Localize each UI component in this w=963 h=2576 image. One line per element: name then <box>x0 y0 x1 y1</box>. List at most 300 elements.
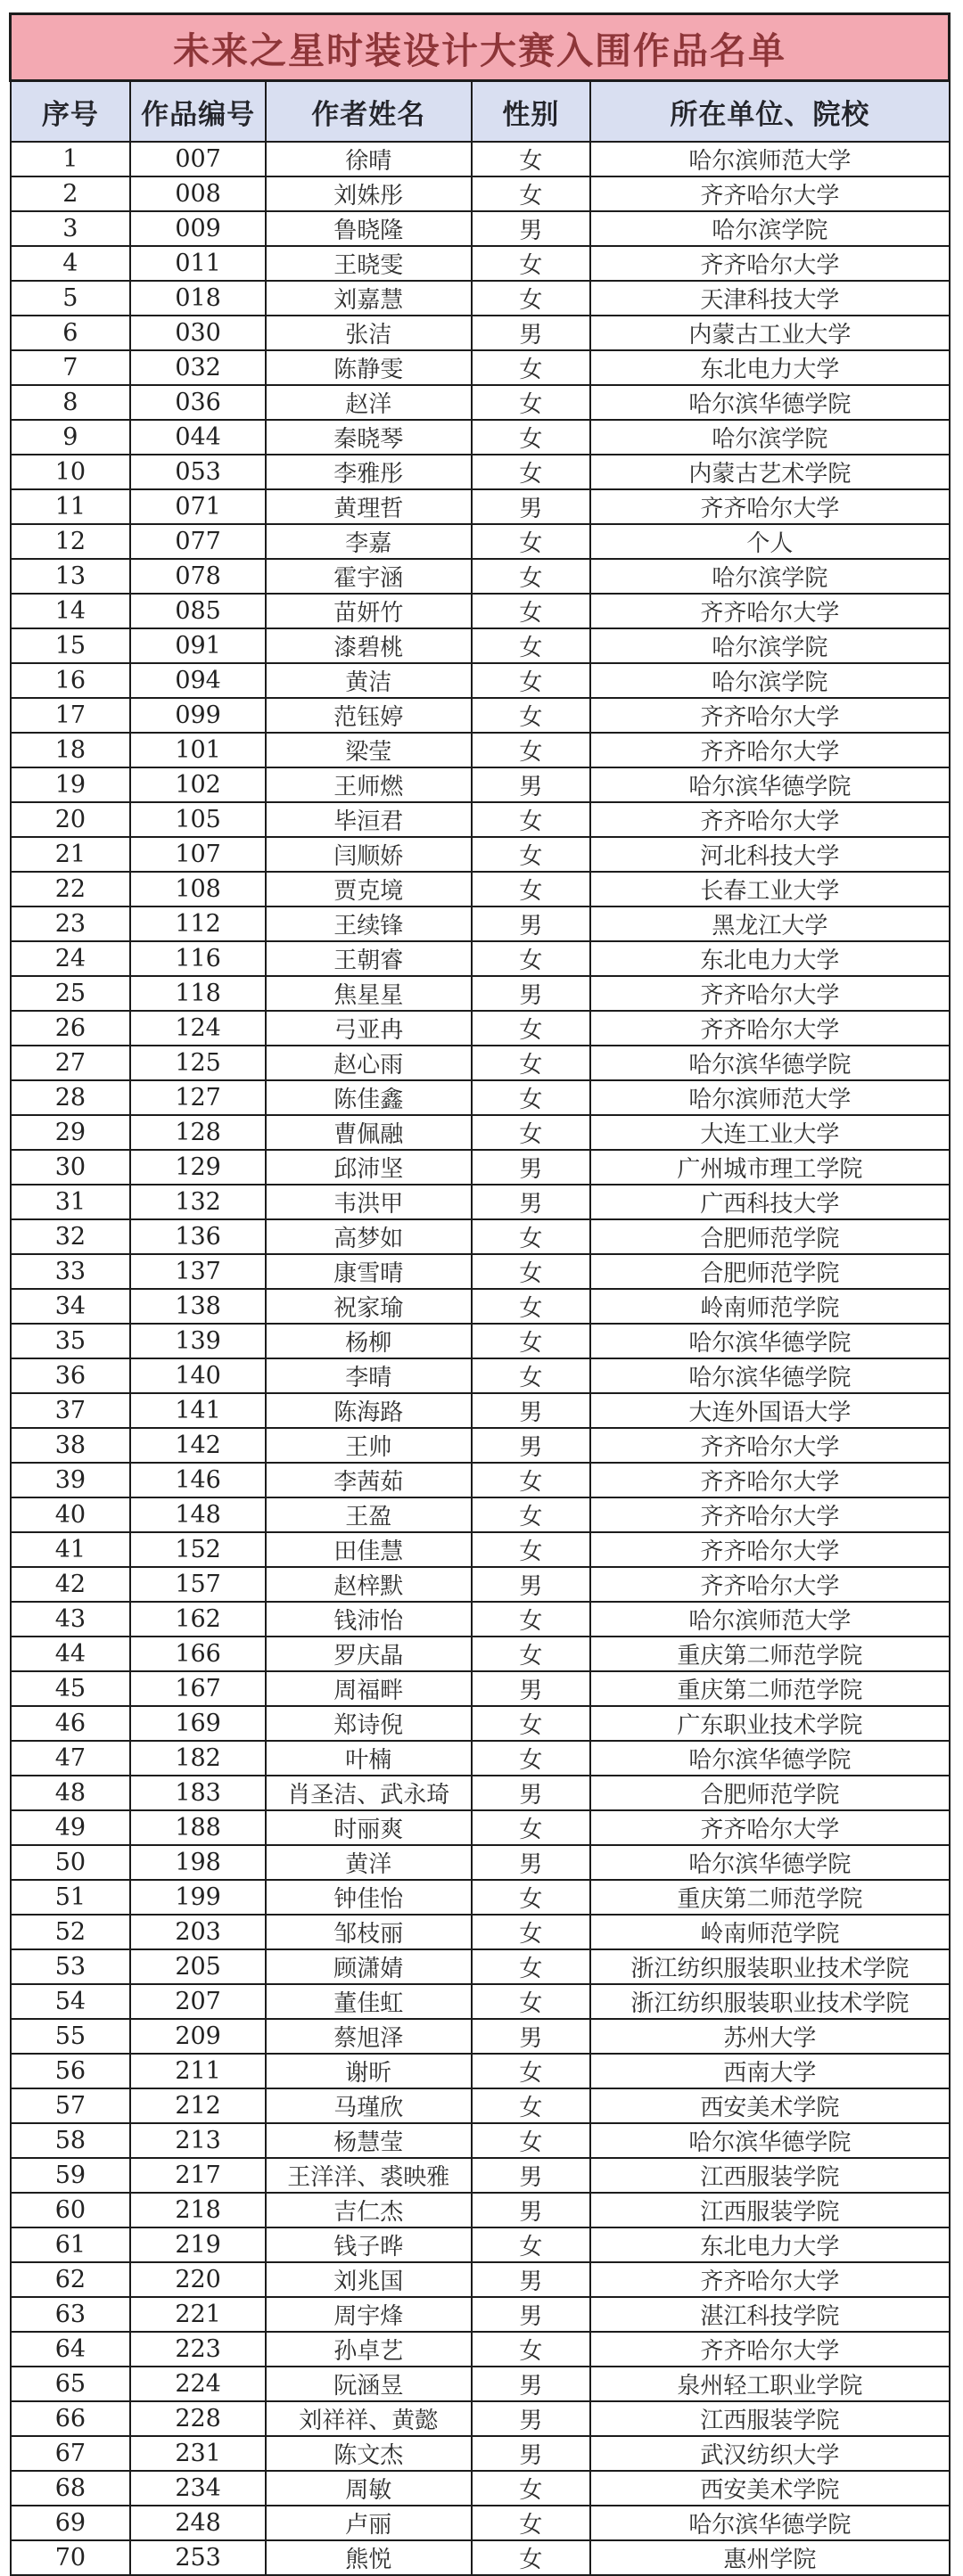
cell-gender: 女 <box>472 802 591 837</box>
cell-name: 王续锋 <box>266 907 472 941</box>
cell-school: 西安美术学院 <box>590 2088 949 2123</box>
cell-code: 182 <box>130 1741 266 1776</box>
cell-code: 102 <box>130 767 266 802</box>
cell-code: 116 <box>130 941 266 976</box>
cell-school: 广东职业技术学院 <box>590 1706 949 1741</box>
cell-name: 郑诗倪 <box>266 1706 472 1741</box>
header-school: 所在单位、院校 <box>590 81 949 143</box>
cell-school: 东北电力大学 <box>590 350 949 385</box>
cell-no: 23 <box>11 907 131 941</box>
cell-code: 221 <box>130 2297 266 2332</box>
cell-gender: 男 <box>472 1671 591 1706</box>
cell-no: 62 <box>11 2262 131 2297</box>
cell-school: 黑龙江大学 <box>590 907 949 941</box>
cell-school: 江西服装学院 <box>590 2401 949 2436</box>
cell-gender: 女 <box>472 698 591 733</box>
cell-no: 55 <box>11 2019 131 2054</box>
cell-school: 广西科技大学 <box>590 1185 949 1219</box>
cell-no: 11 <box>11 489 131 524</box>
cell-no: 70 <box>11 2540 131 2575</box>
cell-no: 44 <box>11 1637 131 1671</box>
table-row <box>11 2054 950 2088</box>
cell-code: 053 <box>130 455 266 489</box>
cell-gender: 男 <box>472 2401 591 2436</box>
cell-gender: 女 <box>472 1080 591 1115</box>
cell-gender: 女 <box>472 1741 591 1776</box>
cell-code: 211 <box>130 2054 266 2088</box>
table-row <box>11 455 950 489</box>
cell-no: 10 <box>11 455 131 489</box>
cell-no: 7 <box>11 350 131 385</box>
cell-name: 毕洹君 <box>266 802 472 837</box>
cell-name: 李茜茹 <box>266 1463 472 1497</box>
table-row <box>11 976 950 1011</box>
table-header-row <box>11 81 950 143</box>
table-row <box>11 1776 950 1810</box>
cell-gender: 男 <box>472 2262 591 2297</box>
cell-name: 贾克境 <box>266 872 472 907</box>
cell-code: 128 <box>130 1115 266 1150</box>
cell-name: 吉仁杰 <box>266 2193 472 2227</box>
cell-gender: 女 <box>472 1324 591 1358</box>
cell-gender: 女 <box>472 2471 591 2506</box>
cell-no: 47 <box>11 1741 131 1776</box>
table-row <box>11 837 950 872</box>
cell-school: 大连工业大学 <box>590 1115 949 1150</box>
cell-code: 011 <box>130 246 266 281</box>
table-row <box>11 2332 950 2367</box>
cell-school: 齐齐哈尔大学 <box>590 246 949 281</box>
cell-gender: 男 <box>472 489 591 524</box>
table-row <box>11 1011 950 1046</box>
table-row <box>11 1845 950 1880</box>
cell-no: 24 <box>11 941 131 976</box>
cell-school: 合肥师范学院 <box>590 1219 949 1254</box>
cell-no: 5 <box>11 281 131 316</box>
cell-school: 哈尔滨学院 <box>590 211 949 246</box>
table-row <box>11 1185 950 1219</box>
table-row <box>11 246 950 281</box>
table-row <box>11 2540 950 2575</box>
cell-no: 28 <box>11 1080 131 1115</box>
cell-no: 21 <box>11 837 131 872</box>
cell-school: 浙江纺织服装职业技术学院 <box>590 1984 949 2019</box>
cell-no: 59 <box>11 2158 131 2193</box>
cell-school: 内蒙古艺术学院 <box>590 455 949 489</box>
header-name: 作者姓名 <box>266 81 472 143</box>
cell-gender: 女 <box>472 1011 591 1046</box>
cell-no: 2 <box>11 176 131 211</box>
cell-code: 248 <box>130 2506 266 2540</box>
cell-gender: 女 <box>472 524 591 559</box>
cell-school: 个人 <box>590 524 949 559</box>
cell-code: 203 <box>130 1915 266 1949</box>
table-row <box>11 2436 950 2471</box>
cell-code: 094 <box>130 663 266 698</box>
cell-name: 高梦如 <box>266 1219 472 1254</box>
cell-no: 19 <box>11 767 131 802</box>
cell-no: 17 <box>11 698 131 733</box>
cell-code: 030 <box>130 316 266 350</box>
table-row <box>11 1949 950 1984</box>
cell-school: 广州城市理工学院 <box>590 1150 949 1185</box>
cell-name: 熊悦 <box>266 2540 472 2575</box>
cell-code: 099 <box>130 698 266 733</box>
cell-no: 65 <box>11 2367 131 2401</box>
cell-no: 14 <box>11 594 131 628</box>
cell-no: 43 <box>11 1602 131 1637</box>
header-code: 作品编号 <box>130 81 266 143</box>
table-row <box>11 2401 950 2436</box>
table-row <box>11 802 950 837</box>
cell-school: 东北电力大学 <box>590 941 949 976</box>
cell-gender: 男 <box>472 1428 591 1463</box>
cell-code: 036 <box>130 385 266 420</box>
cell-code: 162 <box>130 1602 266 1637</box>
cell-school: 齐齐哈尔大学 <box>590 594 949 628</box>
cell-gender: 男 <box>472 907 591 941</box>
table-row <box>11 2297 950 2332</box>
cell-no: 42 <box>11 1567 131 1602</box>
cell-code: 231 <box>130 2436 266 2471</box>
cell-name: 陈海路 <box>266 1393 472 1428</box>
cell-code: 148 <box>130 1497 266 1532</box>
cell-gender: 女 <box>472 2540 591 2575</box>
table-row <box>11 142 950 176</box>
cell-gender: 男 <box>472 2297 591 2332</box>
cell-gender: 女 <box>472 628 591 663</box>
table-row <box>11 420 950 455</box>
cell-gender: 女 <box>472 1115 591 1150</box>
cell-name: 王师燃 <box>266 767 472 802</box>
cell-name: 邹枝丽 <box>266 1915 472 1949</box>
table-row <box>11 2158 950 2193</box>
cell-name: 蔡旭泽 <box>266 2019 472 2054</box>
cell-code: 220 <box>130 2262 266 2297</box>
cell-gender: 女 <box>472 1463 591 1497</box>
table-row <box>11 2123 950 2158</box>
table-row <box>11 767 950 802</box>
cell-gender: 女 <box>472 1497 591 1532</box>
table-row <box>11 1289 950 1324</box>
table-row <box>11 594 950 628</box>
cell-code: 188 <box>130 1810 266 1845</box>
cell-school: 齐齐哈尔大学 <box>590 176 949 211</box>
table-row <box>11 1567 950 1602</box>
table-row <box>11 663 950 698</box>
cell-name: 霍宇涵 <box>266 559 472 594</box>
table-row <box>11 1080 950 1115</box>
cell-school: 齐齐哈尔大学 <box>590 1428 949 1463</box>
cell-no: 38 <box>11 1428 131 1463</box>
table-row <box>11 2506 950 2540</box>
cell-name: 阮涵昱 <box>266 2367 472 2401</box>
cell-school: 惠州学院 <box>590 2540 949 2575</box>
cell-name: 范钰婷 <box>266 698 472 733</box>
cell-school: 齐齐哈尔大学 <box>590 698 949 733</box>
cell-code: 018 <box>130 281 266 316</box>
cell-code: 166 <box>130 1637 266 1671</box>
cell-code: 224 <box>130 2367 266 2401</box>
cell-name: 李晴 <box>266 1358 472 1393</box>
cell-gender: 男 <box>472 2367 591 2401</box>
cell-name: 钟佳怡 <box>266 1880 472 1915</box>
cell-name: 梁莹 <box>266 733 472 767</box>
cell-code: 008 <box>130 176 266 211</box>
cell-gender: 女 <box>472 142 591 176</box>
cell-school: 东北电力大学 <box>590 2227 949 2262</box>
cell-no: 15 <box>11 628 131 663</box>
cell-gender: 女 <box>472 385 591 420</box>
cell-school: 齐齐哈尔大学 <box>590 2332 949 2367</box>
cell-school: 哈尔滨华德学院 <box>590 1046 949 1080</box>
table-row <box>11 1115 950 1150</box>
cell-gender: 女 <box>472 1532 591 1567</box>
table-row <box>11 281 950 316</box>
cell-school: 哈尔滨华德学院 <box>590 767 949 802</box>
table-row <box>11 2367 950 2401</box>
table-row <box>11 1219 950 1254</box>
cell-code: 071 <box>130 489 266 524</box>
cell-code: 132 <box>130 1185 266 1219</box>
table-row <box>11 2262 950 2297</box>
header-no: 序号 <box>11 81 131 143</box>
table-row <box>11 907 950 941</box>
table-row <box>11 176 950 211</box>
cell-name: 王盈 <box>266 1497 472 1532</box>
cell-name: 漆碧桃 <box>266 628 472 663</box>
cell-school: 哈尔滨华德学院 <box>590 1741 949 1776</box>
cell-school: 哈尔滨华德学院 <box>590 2506 949 2540</box>
cell-code: 199 <box>130 1880 266 1915</box>
cell-no: 16 <box>11 663 131 698</box>
table-row <box>11 2471 950 2506</box>
cell-school: 哈尔滨学院 <box>590 420 949 455</box>
cell-no: 45 <box>11 1671 131 1706</box>
cell-name: 肖圣洁、武永琦 <box>266 1776 472 1810</box>
cell-gender: 男 <box>472 316 591 350</box>
cell-gender: 女 <box>472 2123 591 2158</box>
table-row <box>11 1497 950 1532</box>
cell-code: 219 <box>130 2227 266 2262</box>
cell-gender: 女 <box>472 872 591 907</box>
cell-no: 35 <box>11 1324 131 1358</box>
cell-name: 李雅彤 <box>266 455 472 489</box>
cell-name: 杨柳 <box>266 1324 472 1358</box>
cell-name: 时丽爽 <box>266 1810 472 1845</box>
cell-code: 107 <box>130 837 266 872</box>
page-title: 未来之星时装设计大赛入围作品名单 <box>11 14 950 81</box>
cell-name: 弓亚冉 <box>266 1011 472 1046</box>
cell-code: 167 <box>130 1671 266 1706</box>
cell-name: 徐晴 <box>266 142 472 176</box>
cell-name: 王帅 <box>266 1428 472 1463</box>
cell-code: 112 <box>130 907 266 941</box>
cell-gender: 女 <box>472 1706 591 1741</box>
cell-gender: 女 <box>472 176 591 211</box>
cell-no: 1 <box>11 142 131 176</box>
cell-name: 邱沛坚 <box>266 1150 472 1185</box>
cell-no: 68 <box>11 2471 131 2506</box>
cell-name: 黄理哲 <box>266 489 472 524</box>
table-row <box>11 350 950 385</box>
cell-code: 205 <box>130 1949 266 1984</box>
cell-gender: 男 <box>472 767 591 802</box>
cell-name: 叶楠 <box>266 1741 472 1776</box>
table-row <box>11 1602 950 1637</box>
cell-name: 赵洋 <box>266 385 472 420</box>
cell-school: 齐齐哈尔大学 <box>590 1011 949 1046</box>
cell-no: 53 <box>11 1949 131 1984</box>
cell-name: 鲁晓隆 <box>266 211 472 246</box>
cell-school: 岭南师范学院 <box>590 1289 949 1324</box>
cell-name: 刘祥祥、黄懿 <box>266 2401 472 2436</box>
cell-code: 032 <box>130 350 266 385</box>
cell-school: 长春工业大学 <box>590 872 949 907</box>
table-row <box>11 1741 950 1776</box>
cell-gender: 女 <box>472 420 591 455</box>
cell-name: 陈佳鑫 <box>266 1080 472 1115</box>
table-row <box>11 628 950 663</box>
cell-no: 57 <box>11 2088 131 2123</box>
cell-code: 105 <box>130 802 266 837</box>
table-row <box>11 1915 950 1949</box>
cell-gender: 女 <box>472 1219 591 1254</box>
cell-gender: 女 <box>472 1880 591 1915</box>
cell-name: 董佳虹 <box>266 1984 472 2019</box>
cell-no: 33 <box>11 1254 131 1289</box>
cell-gender: 女 <box>472 2227 591 2262</box>
cell-school: 浙江纺织服装职业技术学院 <box>590 1949 949 1984</box>
table-row <box>11 1637 950 1671</box>
table-row <box>11 1671 950 1706</box>
cell-name: 钱沛怡 <box>266 1602 472 1637</box>
cell-no: 37 <box>11 1393 131 1428</box>
cell-no: 52 <box>11 1915 131 1949</box>
cell-name: 苗妍竹 <box>266 594 472 628</box>
cell-no: 6 <box>11 316 131 350</box>
cell-code: 124 <box>130 1011 266 1046</box>
cell-code: 101 <box>130 733 266 767</box>
cell-code: 157 <box>130 1567 266 1602</box>
cell-name: 王晓雯 <box>266 246 472 281</box>
cell-school: 重庆第二师范学院 <box>590 1880 949 1915</box>
table-row <box>11 2019 950 2054</box>
cell-gender: 女 <box>472 1289 591 1324</box>
cell-no: 67 <box>11 2436 131 2471</box>
cell-code: 077 <box>130 524 266 559</box>
cell-school: 哈尔滨华德学院 <box>590 385 949 420</box>
table-row <box>11 1706 950 1741</box>
cell-gender: 男 <box>472 1567 591 1602</box>
cell-no: 31 <box>11 1185 131 1219</box>
cell-school: 天津科技大学 <box>590 281 949 316</box>
cell-code: 207 <box>130 1984 266 2019</box>
cell-code: 217 <box>130 2158 266 2193</box>
cell-code: 139 <box>130 1324 266 1358</box>
table-row <box>11 489 950 524</box>
cell-gender: 男 <box>472 211 591 246</box>
cell-school: 齐齐哈尔大学 <box>590 1567 949 1602</box>
table-row <box>11 2088 950 2123</box>
cell-name: 曹佩融 <box>266 1115 472 1150</box>
cell-gender: 男 <box>472 1845 591 1880</box>
cell-name: 马瑾欣 <box>266 2088 472 2123</box>
cell-no: 61 <box>11 2227 131 2262</box>
table-row <box>11 524 950 559</box>
cell-school: 西南大学 <box>590 2054 949 2088</box>
cell-name: 周福畔 <box>266 1671 472 1706</box>
table-row <box>11 872 950 907</box>
cell-no: 34 <box>11 1289 131 1324</box>
cell-no: 4 <box>11 246 131 281</box>
cell-name: 周宇烽 <box>266 2297 472 2332</box>
cell-gender: 女 <box>472 246 591 281</box>
cell-name: 王朝睿 <box>266 941 472 976</box>
table-row <box>11 559 950 594</box>
cell-no: 18 <box>11 733 131 767</box>
cell-no: 36 <box>11 1358 131 1393</box>
cell-name: 张洁 <box>266 316 472 350</box>
cell-school: 哈尔滨华德学院 <box>590 1845 949 1880</box>
cell-name: 罗庆晶 <box>266 1637 472 1671</box>
cell-gender: 男 <box>472 2193 591 2227</box>
cell-gender: 女 <box>472 1637 591 1671</box>
cell-no: 56 <box>11 2054 131 2088</box>
cell-school: 河北科技大学 <box>590 837 949 872</box>
cell-code: 125 <box>130 1046 266 1080</box>
cell-no: 20 <box>11 802 131 837</box>
cell-school: 齐齐哈尔大学 <box>590 1463 949 1497</box>
cell-name: 孙卓艺 <box>266 2332 472 2367</box>
table-row <box>11 1428 950 1463</box>
cell-gender: 女 <box>472 2332 591 2367</box>
cell-school: 齐齐哈尔大学 <box>590 976 949 1011</box>
table-row <box>11 2193 950 2227</box>
cell-name: 陈文杰 <box>266 2436 472 2471</box>
cell-code: 085 <box>130 594 266 628</box>
cell-code: 228 <box>130 2401 266 2436</box>
cell-name: 刘兆国 <box>266 2262 472 2297</box>
cell-code: 108 <box>130 872 266 907</box>
cell-school: 岭南师范学院 <box>590 1915 949 1949</box>
cell-code: 009 <box>130 211 266 246</box>
table-row <box>11 211 950 246</box>
cell-gender: 女 <box>472 2054 591 2088</box>
cell-code: 198 <box>130 1845 266 1880</box>
cell-gender: 男 <box>472 2158 591 2193</box>
cell-gender: 男 <box>472 1150 591 1185</box>
table-row <box>11 1984 950 2019</box>
cell-code: 183 <box>130 1776 266 1810</box>
cell-name: 刘姝彤 <box>266 176 472 211</box>
cell-no: 32 <box>11 1219 131 1254</box>
cell-code: 212 <box>130 2088 266 2123</box>
cell-name: 赵梓默 <box>266 1567 472 1602</box>
cell-name: 顾潇婧 <box>266 1949 472 1984</box>
cell-name: 钱子晔 <box>266 2227 472 2262</box>
cell-gender: 男 <box>472 1393 591 1428</box>
cell-code: 118 <box>130 976 266 1011</box>
table-row <box>11 1324 950 1358</box>
cell-gender: 男 <box>472 2436 591 2471</box>
cell-gender: 男 <box>472 1776 591 1810</box>
cell-school: 江西服装学院 <box>590 2193 949 2227</box>
cell-no: 51 <box>11 1880 131 1915</box>
cell-name: 赵心雨 <box>266 1046 472 1080</box>
cell-name: 黄洋 <box>266 1845 472 1880</box>
cell-code: 078 <box>130 559 266 594</box>
